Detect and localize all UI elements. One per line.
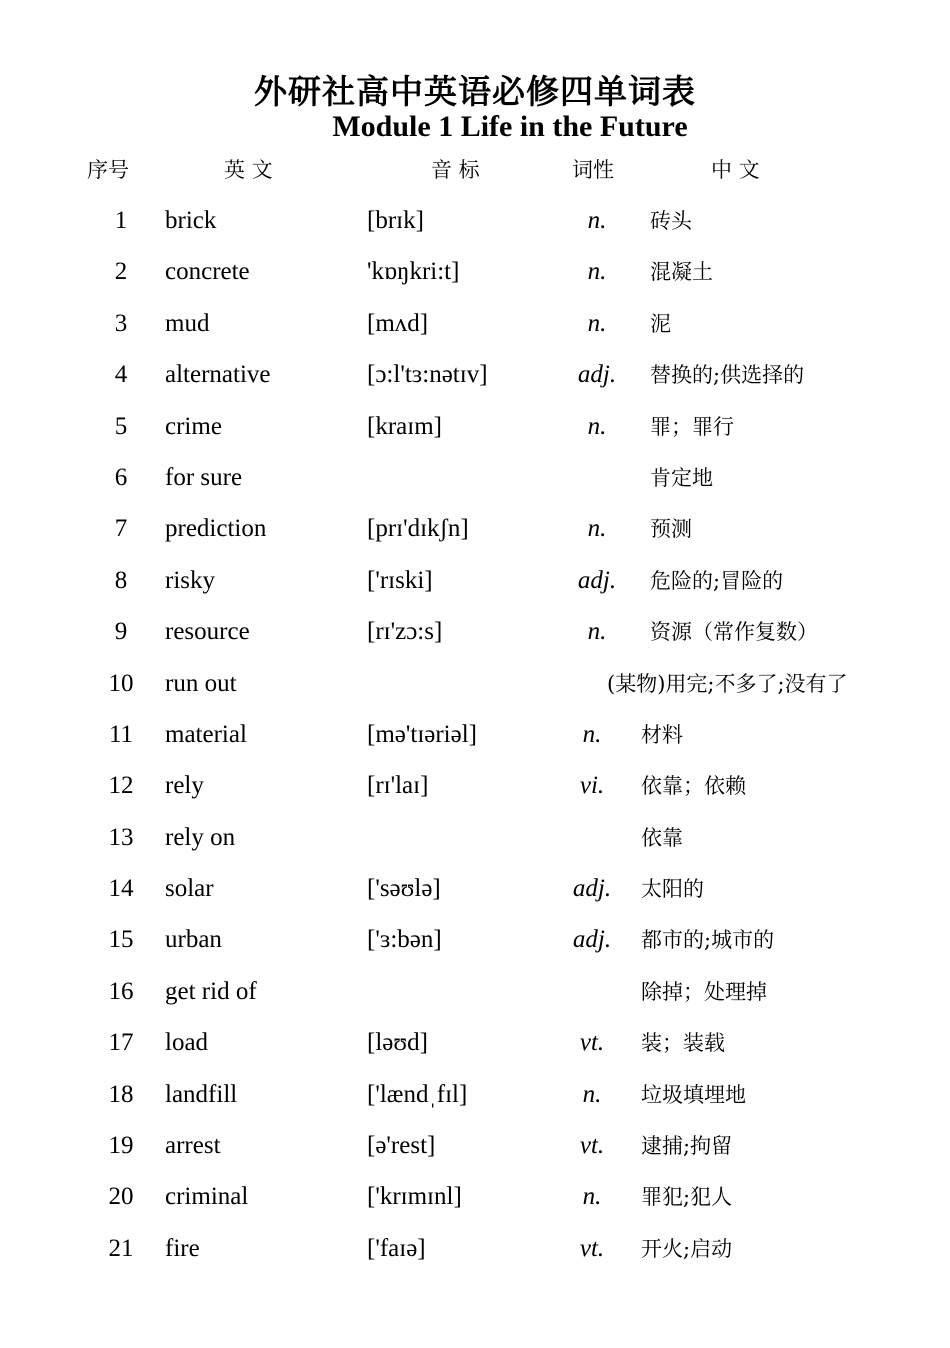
chinese-meaning: 依靠 [641, 825, 683, 850]
english-word: arrest [165, 1132, 221, 1160]
part-of-speech: adj. [572, 926, 612, 954]
part-of-speech: vt. [579, 1029, 605, 1057]
vocab-row [0, 1018, 950, 1069]
chinese-meaning: 替换的;供选择的 [650, 363, 805, 388]
vocab-row [0, 607, 950, 658]
phonetic: [rɪ'zɔ:s] [367, 618, 443, 646]
row-number: 13 [108, 823, 134, 851]
vocab-row [0, 1121, 950, 1172]
row-number: 19 [108, 1132, 134, 1160]
chinese-meaning: 危险的;冒险的 [650, 568, 784, 593]
english-word: run out [165, 669, 237, 697]
vocab-row [0, 915, 950, 966]
english-word: fire [165, 1234, 200, 1262]
chinese-meaning: 垃圾填埋地 [641, 1082, 746, 1107]
english-word: mud [165, 309, 210, 337]
phonetic: ['lændˌfɪl] [367, 1080, 468, 1108]
chinese-meaning: 装；装载 [641, 1031, 725, 1056]
english-word: criminal [165, 1183, 249, 1211]
english-word: for sure [165, 463, 243, 491]
english-word: solar [165, 875, 214, 903]
chinese-meaning: 逮捕;拘留 [641, 1134, 733, 1159]
vocab-row [0, 1070, 950, 1121]
english-word: crime [165, 412, 222, 440]
vocab-row [0, 1172, 950, 1223]
chinese-meaning: 除掉；处理掉 [641, 979, 767, 1004]
vocab-row [0, 196, 950, 247]
phonetic: ['rɪski] [367, 566, 433, 594]
row-number: 9 [114, 618, 128, 646]
english-word: urban [165, 926, 222, 954]
english-word: rely [165, 772, 204, 800]
english-word: material [165, 720, 247, 748]
phonetic: [prɪ'dɪkʃn] [367, 515, 469, 543]
phonetic: [kraɪm] [367, 412, 442, 440]
phonetic: ['krɪmɪnl] [367, 1183, 462, 1211]
vocab-row [0, 967, 950, 1018]
header-chinese: 中 文 [711, 158, 760, 182]
english-word: load [165, 1029, 209, 1057]
part-of-speech: n. [587, 207, 607, 234]
vocab-row [0, 556, 950, 607]
header-phonetic: 音 标 [431, 158, 480, 182]
part-of-speech: n. [582, 720, 602, 748]
phonetic: ['ɜ:bən] [367, 926, 442, 954]
phonetic: [rɪ'laɪ] [367, 772, 429, 800]
row-number: 11 [108, 720, 134, 748]
vocab-row [0, 1224, 950, 1275]
vocab-row [0, 453, 950, 504]
part-of-speech: adj. [577, 566, 617, 594]
row-number: 15 [108, 926, 134, 954]
part-of-speech: n. [582, 1080, 602, 1108]
row-number: 4 [114, 361, 128, 389]
part-of-speech: n. [582, 1183, 602, 1211]
row-number: 10 [108, 669, 134, 697]
part-of-speech: n. [587, 618, 607, 646]
english-word: resource [165, 618, 250, 646]
phonetic: [ə'rest] [367, 1132, 436, 1160]
row-number: 20 [108, 1183, 134, 1211]
vocab-row [0, 402, 950, 453]
part-of-speech: vi. [579, 772, 605, 800]
part-of-speech: n. [587, 412, 607, 440]
phonetic: [ɔ:l'tɜ:nətɪv] [367, 361, 488, 389]
header-english: 英 文 [224, 158, 273, 182]
document-title: 外研社高中英语必修四单词表 [254, 72, 696, 111]
row-number: 21 [108, 1234, 134, 1262]
row-number: 3 [114, 309, 128, 337]
vocab-row [0, 247, 950, 298]
vocab-row [0, 350, 950, 401]
module-subtitle: Module 1 Life in the Future [332, 110, 688, 143]
row-number: 2 [114, 258, 128, 286]
part-of-speech: vt. [579, 1234, 605, 1262]
phonetic: [ləʊd] [367, 1029, 428, 1057]
chinese-meaning: 罪犯;犯人 [641, 1185, 733, 1210]
row-number: 7 [114, 515, 128, 543]
row-number: 12 [108, 772, 134, 800]
chinese-meaning: 混凝土 [650, 260, 713, 285]
row-number: 5 [114, 412, 128, 440]
part-of-speech: adj. [577, 361, 617, 389]
row-number: 6 [114, 463, 128, 491]
part-of-speech: vt. [579, 1132, 605, 1160]
phonetic: ['səʊlə] [367, 875, 441, 903]
vocabulary-list [0, 196, 950, 1275]
header-number: 序号 [87, 158, 129, 182]
chinese-meaning: (某物)用完;不多了;没有了 [607, 671, 848, 696]
english-word: landfill [165, 1080, 238, 1108]
row-number: 18 [108, 1080, 134, 1108]
chinese-meaning: 泥 [650, 311, 671, 336]
chinese-meaning: 肯定地 [650, 465, 713, 490]
row-number: 16 [108, 977, 134, 1005]
part-of-speech: adj. [572, 875, 612, 903]
english-word: prediction [165, 515, 267, 543]
chinese-meaning: 砖头 [650, 209, 692, 233]
chinese-meaning: 太阳的 [641, 877, 704, 902]
row-number: 17 [108, 1029, 134, 1057]
english-word: risky [165, 566, 215, 594]
english-word: brick [165, 207, 217, 234]
chinese-meaning: 材料 [641, 722, 683, 747]
phonetic: [brɪk] [367, 207, 424, 234]
header-part-of-speech: 词性 [572, 158, 614, 182]
chinese-meaning: 开火;启动 [641, 1236, 733, 1261]
phonetic: [mʌd] [367, 309, 429, 337]
row-number: 1 [114, 207, 128, 234]
row-number: 14 [108, 875, 134, 903]
vocab-row [0, 504, 950, 555]
english-word: get rid of [165, 977, 257, 1005]
part-of-speech: n. [587, 515, 607, 543]
vocab-row [0, 864, 950, 915]
phonetic: ['faɪə] [367, 1234, 426, 1262]
english-word: alternative [165, 361, 271, 389]
vocab-row [0, 659, 950, 710]
part-of-speech: n. [587, 258, 607, 286]
vocab-row [0, 299, 950, 350]
vocab-row [0, 761, 950, 812]
part-of-speech: n. [587, 309, 607, 337]
chinese-meaning: 都市的;城市的 [641, 928, 775, 953]
phonetic: 'kɒŋkri:t] [367, 258, 460, 286]
row-number: 8 [114, 566, 128, 594]
vocab-row [0, 710, 950, 761]
chinese-meaning: 预测 [650, 517, 692, 542]
phonetic: [mə'tɪəriəl] [367, 720, 477, 748]
chinese-meaning: 依靠；依赖 [641, 774, 746, 799]
chinese-meaning: 罪；罪行 [650, 414, 734, 439]
english-word: rely on [165, 823, 236, 851]
vocab-row [0, 813, 950, 864]
english-word: concrete [165, 258, 250, 286]
chinese-meaning: 资源（常作复数） [650, 620, 818, 645]
